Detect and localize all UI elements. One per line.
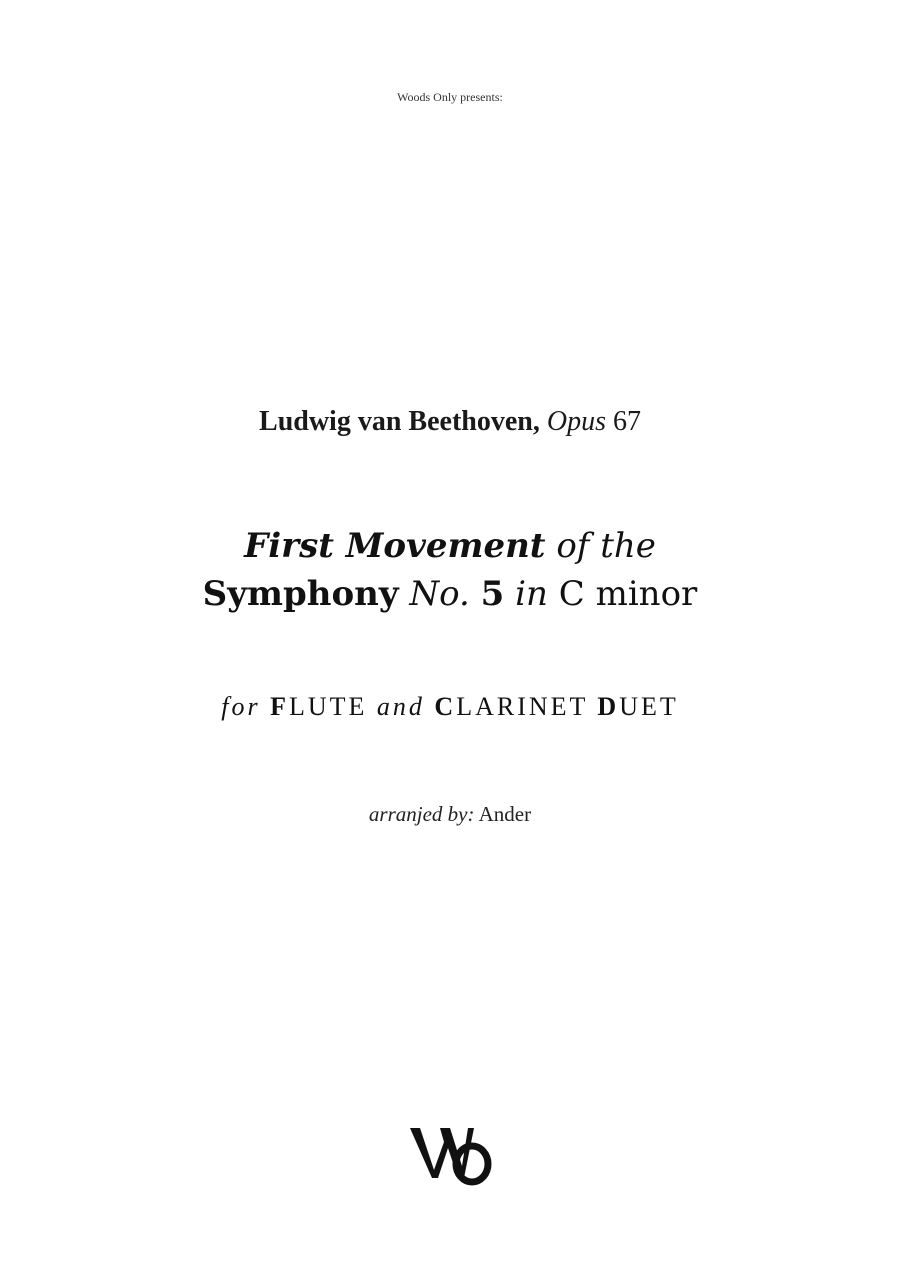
title-number: 5 <box>480 574 505 614</box>
work-title <box>0 522 900 618</box>
title-line-1 <box>0 522 900 570</box>
arranger-label: arranjed by: <box>368 802 475 826</box>
wo-monogram-logo <box>408 1122 494 1188</box>
composer-line <box>0 406 900 438</box>
instr-duet <box>597 692 678 721</box>
title-movement: First Movement <box>244 526 546 566</box>
title-of-the: of the <box>556 526 656 566</box>
title-symphony: Symphony <box>202 574 399 614</box>
instrumentation-line <box>0 692 900 722</box>
arranger-name: Ander <box>478 802 532 826</box>
duet-initial: D <box>597 692 620 721</box>
flute-initial: F <box>270 692 289 721</box>
instr-flute <box>270 692 367 721</box>
duet-rest: UET <box>619 692 679 721</box>
clarinet-initial: C <box>434 692 457 721</box>
title-line-2 <box>0 570 900 618</box>
composer-name: Ludwig van Beethoven, <box>259 406 540 437</box>
instr-and: and <box>376 692 425 721</box>
title-in: in <box>515 574 548 614</box>
title-no: No. <box>409 574 470 614</box>
arranger-line <box>0 802 900 827</box>
clarinet-rest: LARINET <box>456 692 588 721</box>
title-key: C minor <box>558 574 698 614</box>
instr-clarinet <box>434 692 588 721</box>
presenter-line: Woods Only presents: <box>397 90 503 104</box>
opus-number: 67 <box>612 406 641 437</box>
flute-rest: LUTE <box>288 692 368 721</box>
opus-label: Opus <box>546 406 606 437</box>
instr-for: for <box>221 692 261 721</box>
